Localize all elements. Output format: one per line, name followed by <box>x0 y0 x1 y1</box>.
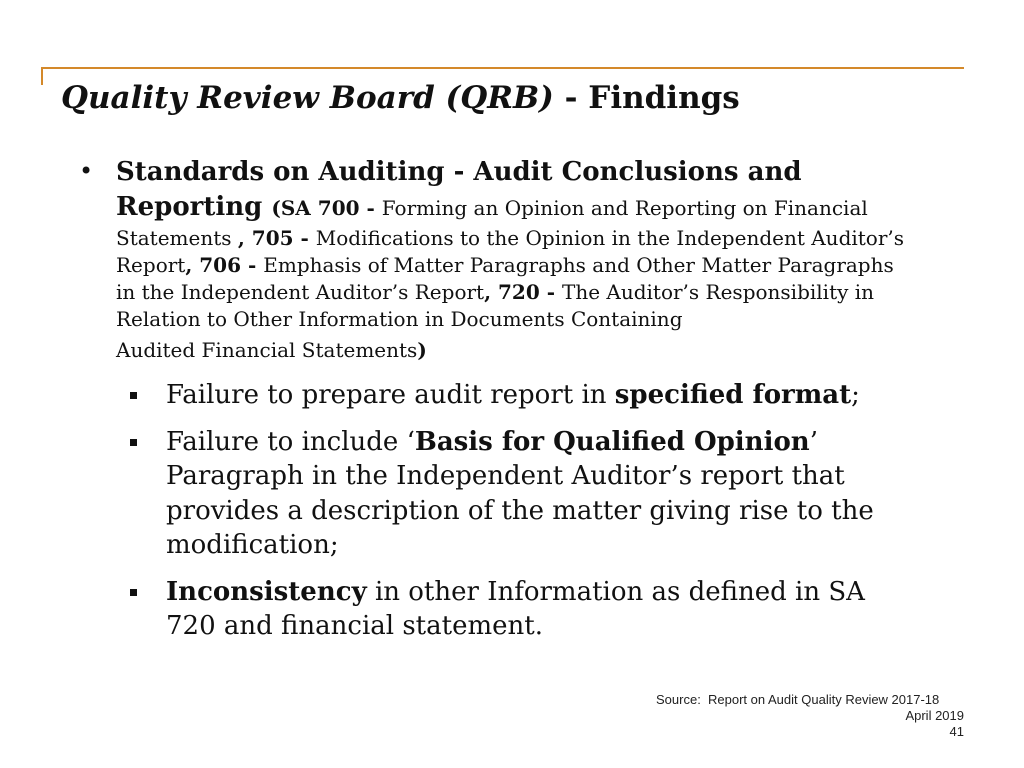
finding-item <box>127 425 887 563</box>
finding-list <box>127 378 887 644</box>
finding-text-run: in other Information as defined in SA 720 and financial statement. <box>166 576 865 641</box>
main-bullet <box>79 155 909 364</box>
bullet-detail-run: , 706 - <box>185 253 264 277</box>
footer-source: Source: Report on Audit Quality Review 2017-18 <box>656 692 940 707</box>
bullet-heading: Standards on Auditing - Audit Conclusions and Reporting <box>116 157 802 222</box>
bullet-dot: • <box>79 157 94 185</box>
bullet-detail-run: Modifications to the Opinion in the Independent Auditor’s Report <box>116 226 905 277</box>
bullet-detail-run: Forming an Opinion and Reporting on Financial Statements <box>116 196 868 250</box>
bullet-detail-run: , 720 - <box>484 280 562 304</box>
bullet-detail-run: (SA 700 - <box>271 196 382 220</box>
title-accent-tick <box>41 67 43 85</box>
bullet-close-paren: ) <box>417 338 427 362</box>
finding-text-run: ; <box>851 380 860 410</box>
bullet-detail-run: The Auditor’s Responsibility in Relation to Other Information in Documents Containing <box>116 280 875 331</box>
finding-text-run: Inconsistency <box>166 576 367 607</box>
finding-text-run: ’ Paragraph in the Independent Auditor’s report that provides a description of the matter giving rise to the modification; <box>166 426 874 560</box>
slide-body <box>79 155 909 656</box>
slide-title <box>61 80 740 116</box>
footer-date: April 2019 <box>905 708 964 723</box>
finding-text-run: specified format <box>614 380 852 410</box>
slide-title-suffix: - Findings <box>553 80 740 116</box>
finding-item <box>127 575 887 644</box>
bullet-detail-run: , 705 - <box>237 226 316 250</box>
square-bullet-icon <box>130 392 137 399</box>
bullet-last-line-text: Audited Financial Statements <box>116 338 418 362</box>
bullet-detail-run: Emphasis of Matter Paragraphs and Other Matter Paragraphs in the Independent Auditor’s Report <box>116 253 894 304</box>
slide-footer <box>656 692 964 740</box>
finding-text-run: Basis for Qualified Opinion <box>414 426 810 457</box>
square-bullet-icon <box>130 589 137 596</box>
square-bullet-icon <box>130 439 137 446</box>
finding-text-run: Failure to include ‘ <box>166 426 415 457</box>
bullet-detail-last-line <box>116 337 909 364</box>
finding-text-run: Failure to prepare audit report in <box>166 380 615 410</box>
slide-title-italic: Quality Review Board (QRB) <box>61 80 554 116</box>
title-accent-rule <box>41 67 964 69</box>
footer-page-number: 41 <box>949 724 964 739</box>
finding-item <box>127 378 887 413</box>
